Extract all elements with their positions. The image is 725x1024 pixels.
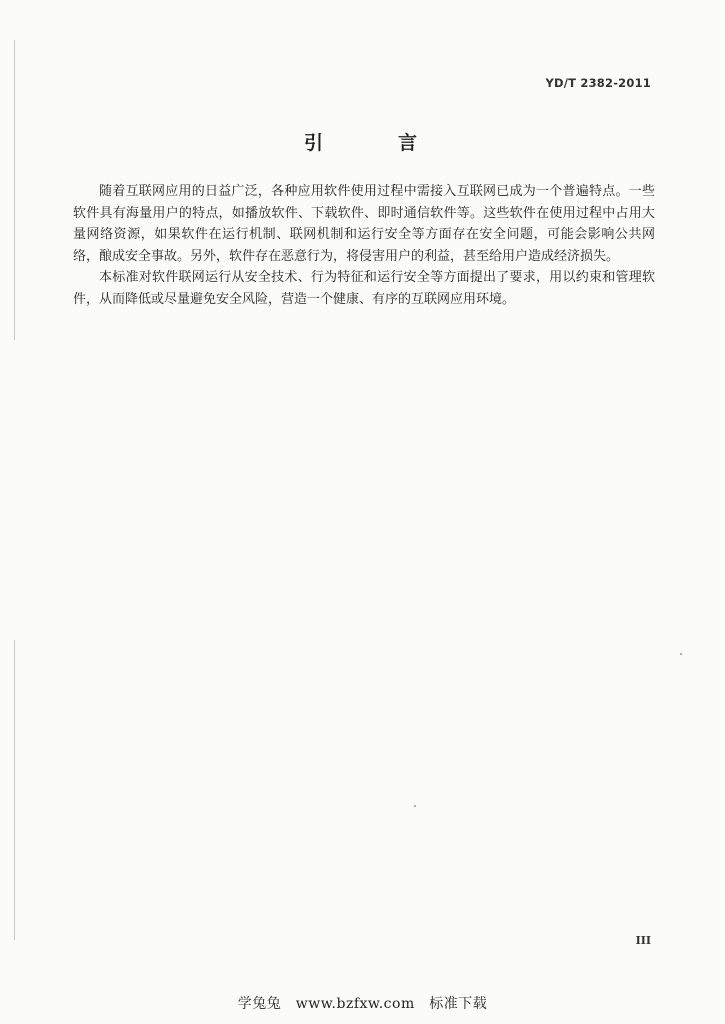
paragraph: 随着互联网应用的日益广泛，各种应用软件使用过程中需接入互联网已成为一个普遍特点。一些软件具有海量用户的特点，如播放软件、下载软件、即时通信软件等。这些软件在使用过程中占用大量网络资源，如果软件在运行机制、联网机制和运行安全等方面存在安全问题，可能会影响公共网络，酿成安全事故。另外，软件存在恶意行为，将侵害用户的利益，甚至给用户造成经济损失。 [73, 184, 655, 264]
footer-watermark: 学兔兔 www.bzfxw.com 标准下载 [237, 996, 488, 1012]
standard-code: YD/T 2382-2011 [545, 76, 651, 90]
paragraph: 本标准对软件联网运行从安全技术、行为特征和运行安全等方面提出了要求，用以约束和管理软件，从而降低或尽量避免安全风险，营造一个健康、有序的互联网应用环境。 [73, 270, 655, 307]
scan-edge-mark [14, 40, 15, 340]
scan-speck [680, 653, 682, 655]
page-title: 引 言 [303, 132, 445, 154]
scan-speck [414, 805, 416, 807]
page-number: III [635, 934, 651, 947]
scan-edge-mark [14, 640, 15, 940]
body-text [73, 181, 655, 310]
